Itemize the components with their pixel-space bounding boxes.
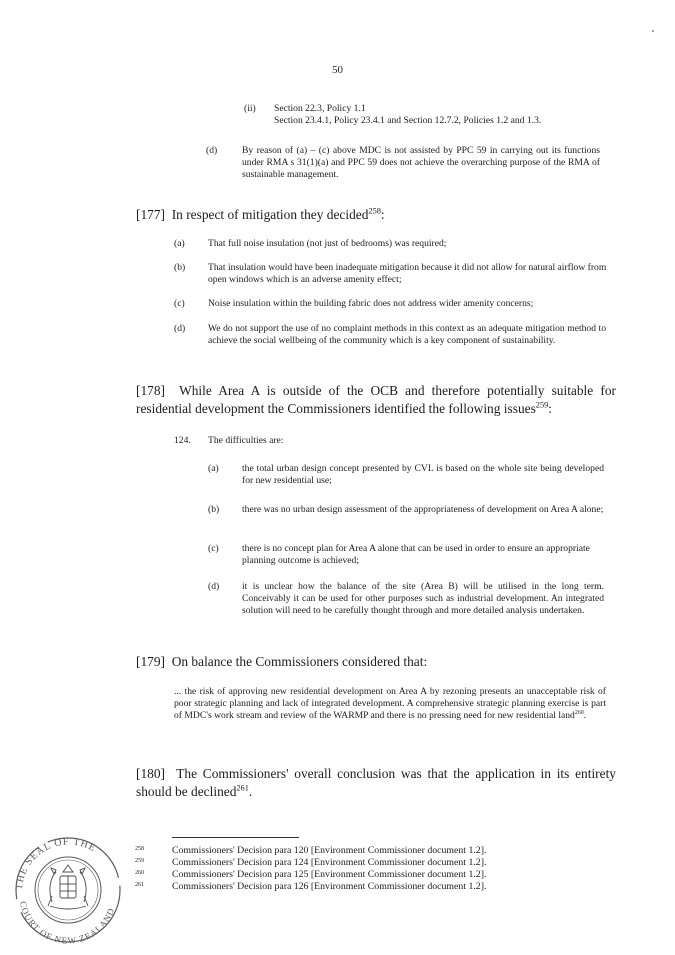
footnote-ref: 258: [368, 206, 381, 216]
seal-text-bottom: COURT OF NEW ZEALAND: [17, 900, 117, 946]
punct: .: [583, 710, 587, 721]
item-text: By reason of (a) – (c) above MDC is not assisted by PPC 59 in carrying out its functions under RMA s 31(1)(a) and PPC 59 does not achieve the overarching purpose of the RMA of sustainable management.: [242, 145, 600, 180]
item-text: That insulation would have been inadequate mitigation because it did not allow for natural airflow from open windows which is an adverse amenity effect;: [208, 262, 607, 285]
paragraph-text: [136, 206, 616, 223]
footnote-number: 261: [135, 882, 144, 888]
item-line: Section 22.3, Policy 1.1: [274, 103, 366, 114]
item-label: (b): [174, 262, 186, 273]
court-seal: [4, 818, 132, 952]
item-label: (d): [208, 581, 220, 592]
footnote-text: Commissioners' Decision para 126 [Environment Commissioner document 1.2].: [172, 881, 487, 892]
footnote-number: 258: [135, 846, 144, 852]
item-text: We do not support the use of no complaint methods in this context as an adequate mitigation method to achieve the social wellbeing of the community which is a key component of sustainability.: [208, 323, 606, 346]
punct: :: [548, 401, 552, 416]
item-text: the total urban design concept presented by CVL is based on the whole site being developed for new residential use;: [242, 463, 604, 486]
item-text: That full noise insulation (not just of bedrooms) was required;: [208, 238, 447, 249]
item-text: there is no concept plan for Area A alone that can be used in order to ensure an appropriate planning outcome is achieved;: [242, 543, 590, 566]
footnote-rule: [172, 837, 299, 838]
paragraph-text: [136, 765, 616, 801]
quote-number: 124.: [174, 435, 191, 446]
item-label: (ii): [244, 103, 256, 114]
paragraph-number: [180]: [136, 766, 166, 781]
footnote-ref: 260: [574, 709, 584, 716]
footnote-number: 259: [135, 858, 144, 864]
paragraph-text: [136, 382, 616, 418]
item-label: (c): [174, 298, 185, 309]
punct: .: [248, 784, 253, 799]
item-label: (a): [208, 463, 219, 474]
paragraph-number: [179]: [136, 654, 166, 669]
quote-intro: The difficulties are:: [208, 435, 284, 446]
item-label: (a): [174, 238, 185, 249]
footnote-text: Commissioners' Decision para 124 [Environment Commissioner document 1.2].: [172, 857, 487, 868]
paragraph-body: On balance the Commissioners considered that:: [171, 654, 428, 669]
item-label: (d): [174, 323, 186, 334]
paragraph-body: In respect of mitigation they decided: [171, 207, 369, 222]
coat-of-arms-icon: [48, 865, 88, 909]
footnote-text: Commissioners' Decision para 120 [Environment Commissioner document 1.2].: [172, 845, 487, 856]
footnote-ref: 259: [535, 400, 549, 410]
item-text: it is unclear how the balance of the site (Area B) will be utilised in the long term. Conceivably it can be used for other purposes such as industrial development. An integrated solution will need to be carefully thought through and more detailed analysis undertaken.: [242, 581, 604, 616]
page-number: 50: [332, 64, 343, 76]
item-line: Section 23.4.1, Policy 23.4.1 and Section 12.7.2, Policies 1.2 and 1.3.: [274, 115, 542, 126]
item-label: (c): [208, 543, 219, 554]
punct: :: [380, 207, 385, 222]
footnote-text: Commissioners' Decision para 125 [Environment Commissioner document 1.2].: [172, 869, 487, 880]
paragraph-body: While Area A is outside of the OCB and therefore potentially suitable for residential development the Commissioners identified the following issues: [136, 383, 616, 416]
item-label: (d): [206, 145, 218, 156]
seal-text-top: THE SEAL OF THE: [13, 836, 98, 891]
paragraph-text: [136, 653, 616, 670]
paragraph-body: The Commissioners' overall conclusion was that the application in its entirety should be declined: [136, 766, 616, 799]
footnote-ref: 261: [236, 783, 249, 793]
quote-text: ... the risk of approving new residential development on Area A by rezoning presents an unacceptable risk of poor strategic planning and lack of integrated development. A comprehensive strategic planning exercise is part of MDC's work stream and review of the WARMP and there is no pressing need for new residential land: [174, 686, 606, 721]
footnote-number: 260: [135, 870, 144, 876]
item-text: there was no urban design assessment of the appropriateness of development on Area A alone;: [242, 504, 604, 515]
scan-speck: [652, 30, 654, 32]
item-label: (b): [208, 504, 220, 515]
item-text: [274, 103, 604, 127]
block-quote: [174, 686, 606, 722]
item-text: Noise insulation within the building fabric does not address wider amenity concerns;: [208, 298, 534, 309]
paragraph-number: [178]: [136, 383, 166, 398]
paragraph-number: [177]: [136, 207, 166, 222]
